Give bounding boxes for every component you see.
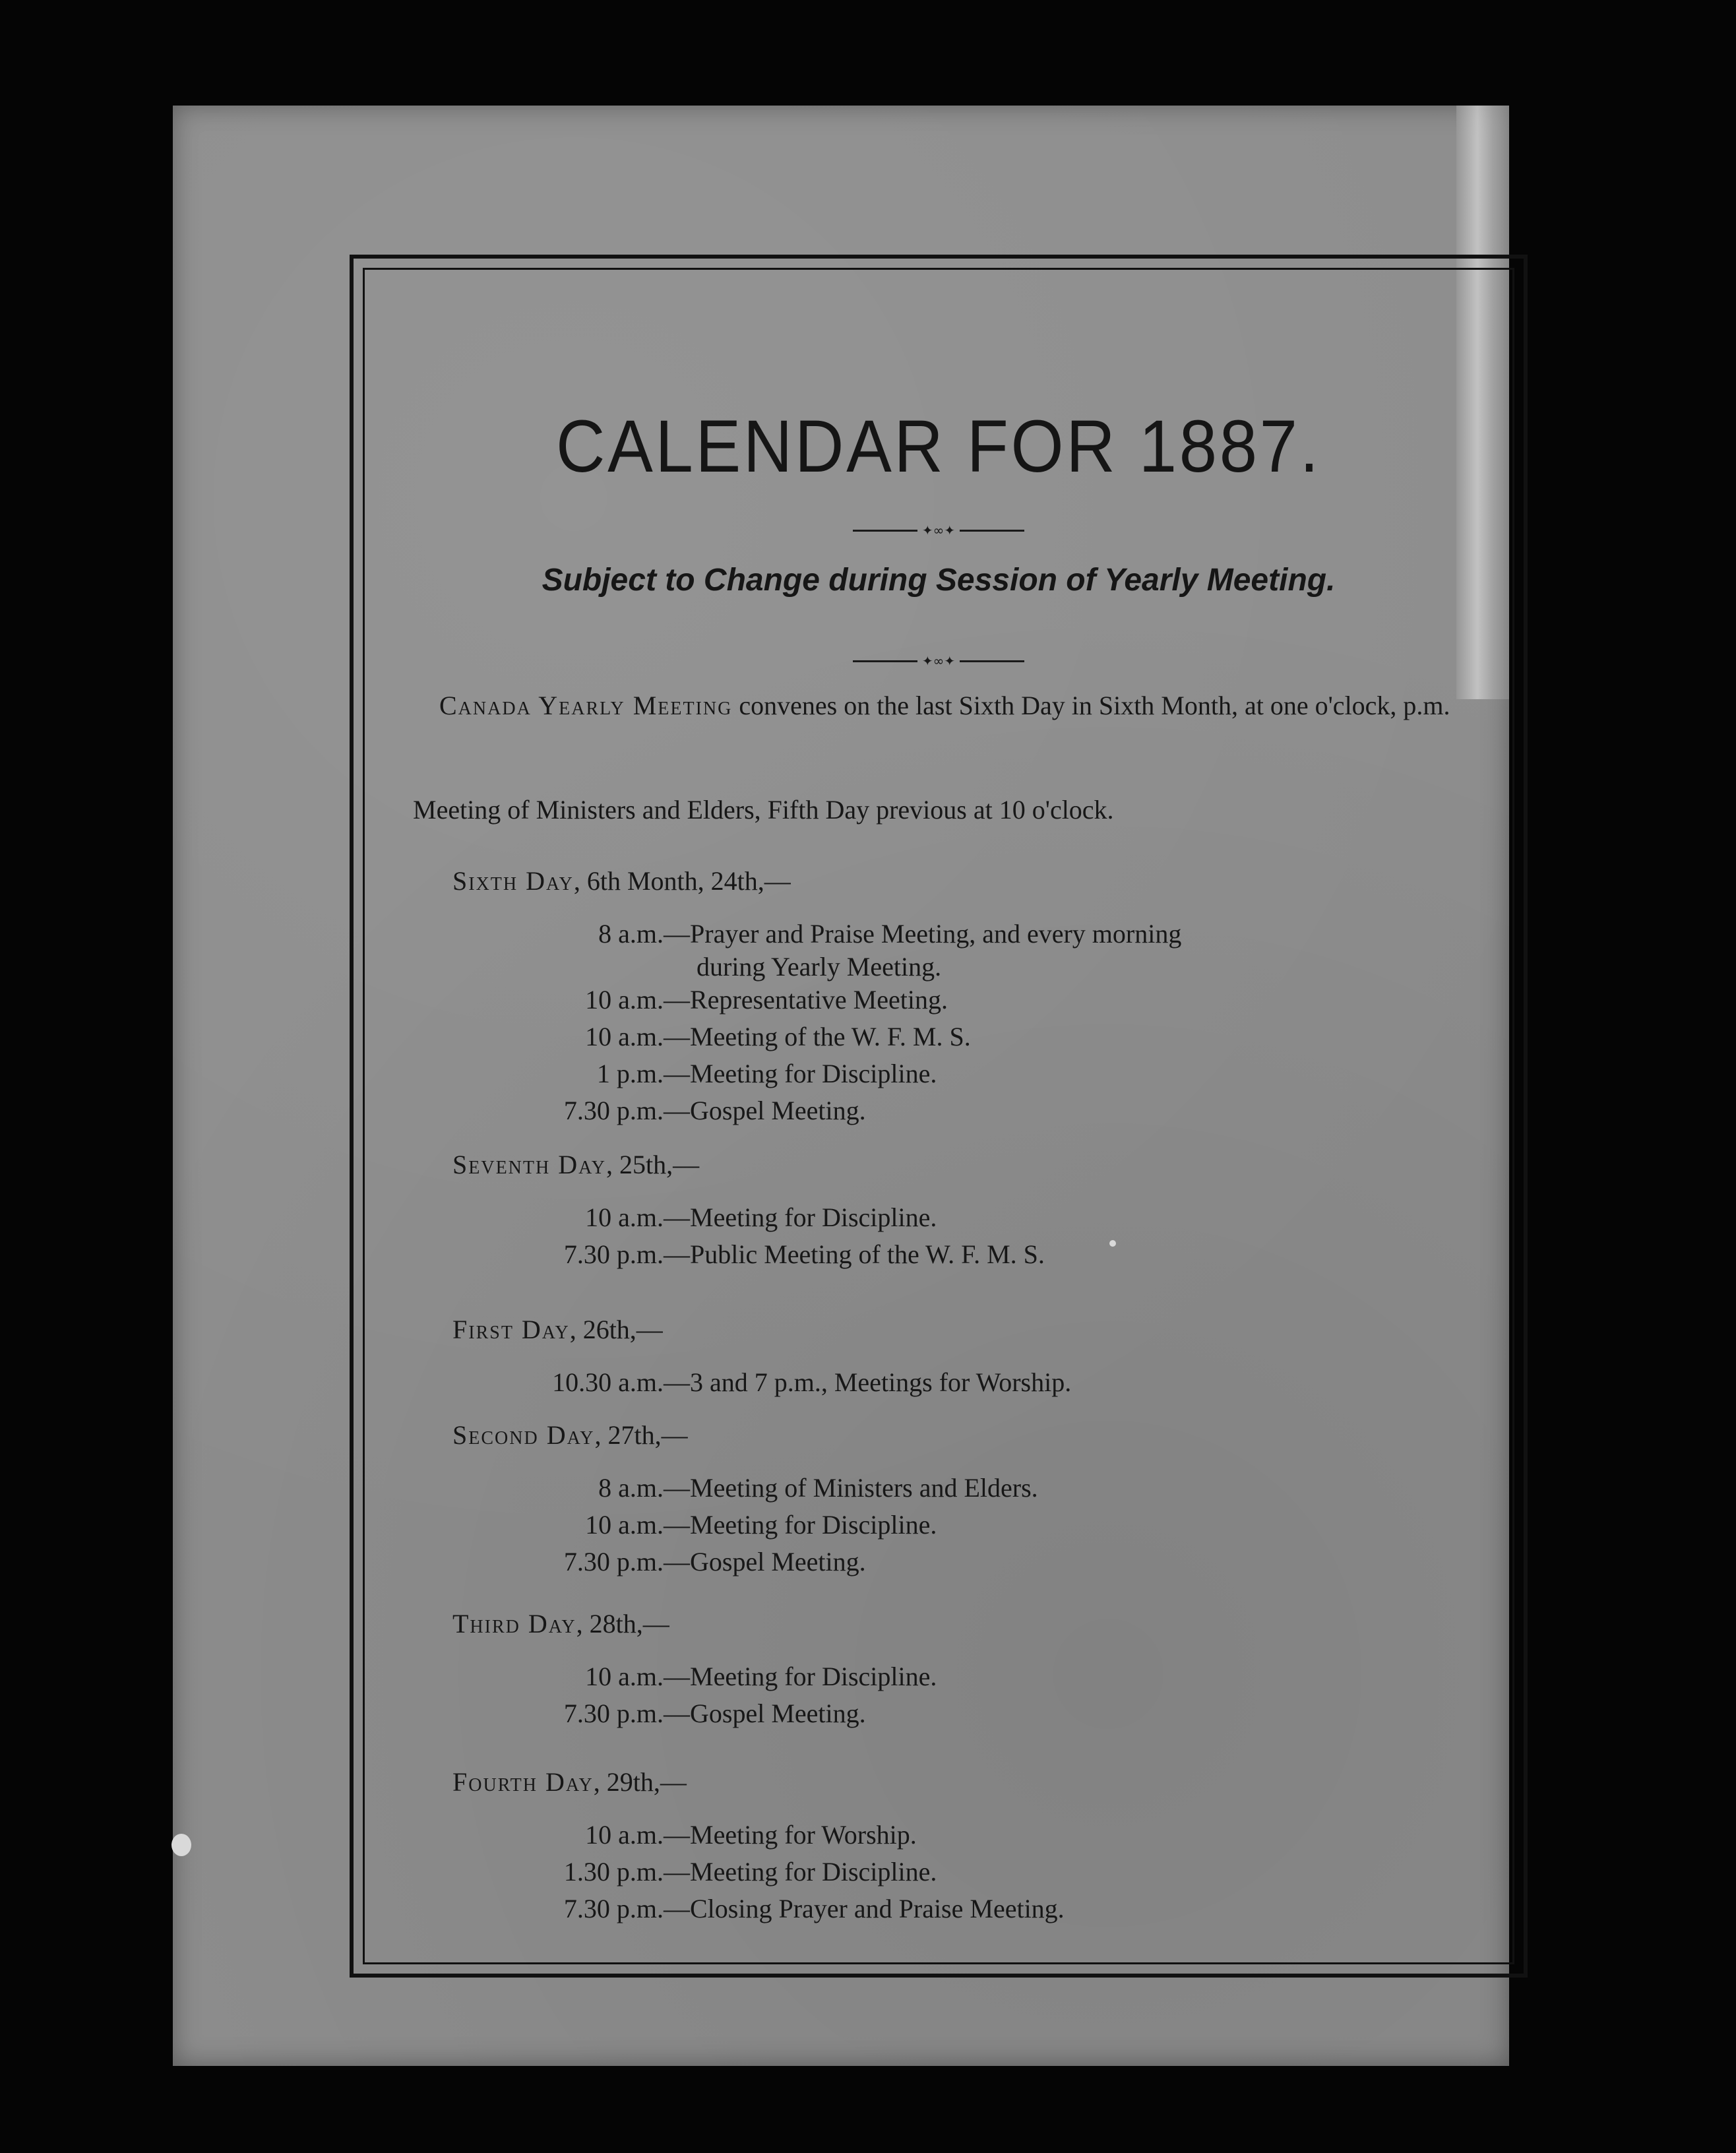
entry-description: —Meeting for Discipline. xyxy=(664,1202,937,1232)
entry-time: 10 a.m. xyxy=(585,985,664,1014)
entry-description: —Prayer and Praise Meeting, and every morning xyxy=(664,919,1182,949)
schedule-entry xyxy=(354,1819,917,1850)
schedule-entry xyxy=(354,1202,937,1233)
entry-description: —Meeting of Ministers and Elders. xyxy=(664,1473,1038,1503)
day-heading-name: Third Day xyxy=(452,1609,576,1638)
calendar-frame xyxy=(350,255,1528,1978)
entry-time: 8 a.m. xyxy=(598,1473,664,1503)
entry-time: 10 a.m. xyxy=(585,1662,664,1691)
page-title: CALENDAR FOR 1887. xyxy=(555,405,1321,487)
entry-time: 10 a.m. xyxy=(585,1022,664,1051)
entry-description: —Meeting for Discipline. xyxy=(664,1059,937,1088)
schedule-entry xyxy=(354,1021,971,1052)
schedule-entry xyxy=(354,984,948,1015)
entry-description: —Meeting for Worship. xyxy=(664,1820,917,1850)
ornament-divider-top: ✦∞✦ xyxy=(853,524,1024,537)
day-heading-name: Fourth Day xyxy=(452,1767,594,1797)
day-heading xyxy=(452,1766,687,1797)
schedule-entry xyxy=(354,918,1181,949)
paper-speck xyxy=(1109,1240,1116,1247)
entry-time: 7.30 p.m. xyxy=(563,1894,664,1923)
entry-description: —Gospel Meeting. xyxy=(664,1699,866,1728)
entry-continuation: during Yearly Meeting. xyxy=(697,952,942,982)
entry-description: —Public Meeting of the W. F. M. S. xyxy=(664,1239,1045,1269)
entry-time: 7.30 p.m. xyxy=(563,1699,664,1728)
intro-text: convenes on the last Sixth Day in Sixth Month, at one o'clock, p.m. xyxy=(732,691,1450,720)
day-heading-date: , 28th,— xyxy=(576,1609,669,1638)
schedule-entry xyxy=(354,1367,1071,1398)
day-heading xyxy=(452,1314,663,1345)
day-heading xyxy=(452,1420,688,1451)
entry-description: —Meeting for Discipline. xyxy=(664,1662,937,1691)
entry-description: —Representative Meeting. xyxy=(664,985,948,1014)
schedule-entry xyxy=(354,1893,1065,1924)
schedule-entry xyxy=(354,1095,866,1126)
entry-time: 8 a.m. xyxy=(598,919,664,949)
schedule-entry xyxy=(354,1472,1038,1503)
schedule-entry xyxy=(354,1856,937,1887)
day-heading-name: Second Day xyxy=(452,1420,595,1450)
entry-time: 7.30 p.m. xyxy=(563,1239,664,1269)
entry-time: 10 a.m. xyxy=(585,1202,664,1232)
entry-description: —Meeting for Discipline. xyxy=(664,1510,937,1540)
schedule-entry xyxy=(354,1239,1045,1270)
day-heading-date: , 25th,— xyxy=(605,1150,700,1179)
entry-time: 7.30 p.m. xyxy=(563,1547,664,1576)
schedule-entry xyxy=(354,1661,937,1692)
ministers-note: Meeting of Ministers and Elders, Fifth Day previous at 10 o'clock. xyxy=(413,795,1114,825)
entry-time: 1.30 p.m. xyxy=(563,1857,664,1887)
entry-time: 7.30 p.m. xyxy=(563,1096,664,1125)
intro-paragraph xyxy=(406,689,1495,723)
schedule-entry xyxy=(354,1698,866,1729)
day-heading-name: First Day xyxy=(452,1315,570,1344)
day-heading xyxy=(452,1608,669,1639)
day-heading xyxy=(452,865,791,896)
entry-description: —Closing Prayer and Praise Meeting. xyxy=(664,1894,1065,1923)
paper-speck xyxy=(171,1834,191,1856)
entry-description: —3 and 7 p.m., Meetings for Worship. xyxy=(664,1367,1072,1397)
schedule-entry xyxy=(354,1509,937,1540)
ornament-divider-bottom: ✦∞✦ xyxy=(853,654,1024,668)
day-heading-date: , 26th,— xyxy=(569,1315,663,1344)
intro-lead-caps: Canada Yearly Meeting xyxy=(439,691,733,720)
entry-description: —Meeting of the W. F. M. S. xyxy=(664,1022,971,1051)
schedule-entry xyxy=(354,1058,937,1089)
entry-description: —Meeting for Discipline. xyxy=(664,1857,937,1887)
entry-time: 1 p.m. xyxy=(596,1059,664,1088)
day-heading xyxy=(452,1149,699,1180)
entry-description: —Gospel Meeting. xyxy=(664,1547,866,1576)
day-heading-date: , 27th,— xyxy=(594,1420,688,1450)
day-heading-date: , 29th,— xyxy=(593,1767,687,1797)
day-heading-name: Sixth Day xyxy=(452,866,574,896)
schedule-entry xyxy=(354,1546,866,1577)
entry-time: 10 a.m. xyxy=(585,1820,664,1850)
entry-description: —Gospel Meeting. xyxy=(664,1096,866,1125)
entry-time: 10 a.m. xyxy=(585,1510,664,1540)
day-heading-name: Seventh Day xyxy=(452,1150,606,1179)
day-heading-date: , 6th Month, 24th,— xyxy=(573,866,791,896)
page-subtitle: Subject to Change during Session of Yearly Meeting. xyxy=(542,563,1336,598)
entry-time: 10.30 a.m. xyxy=(552,1367,664,1397)
document-page xyxy=(173,106,1509,2066)
